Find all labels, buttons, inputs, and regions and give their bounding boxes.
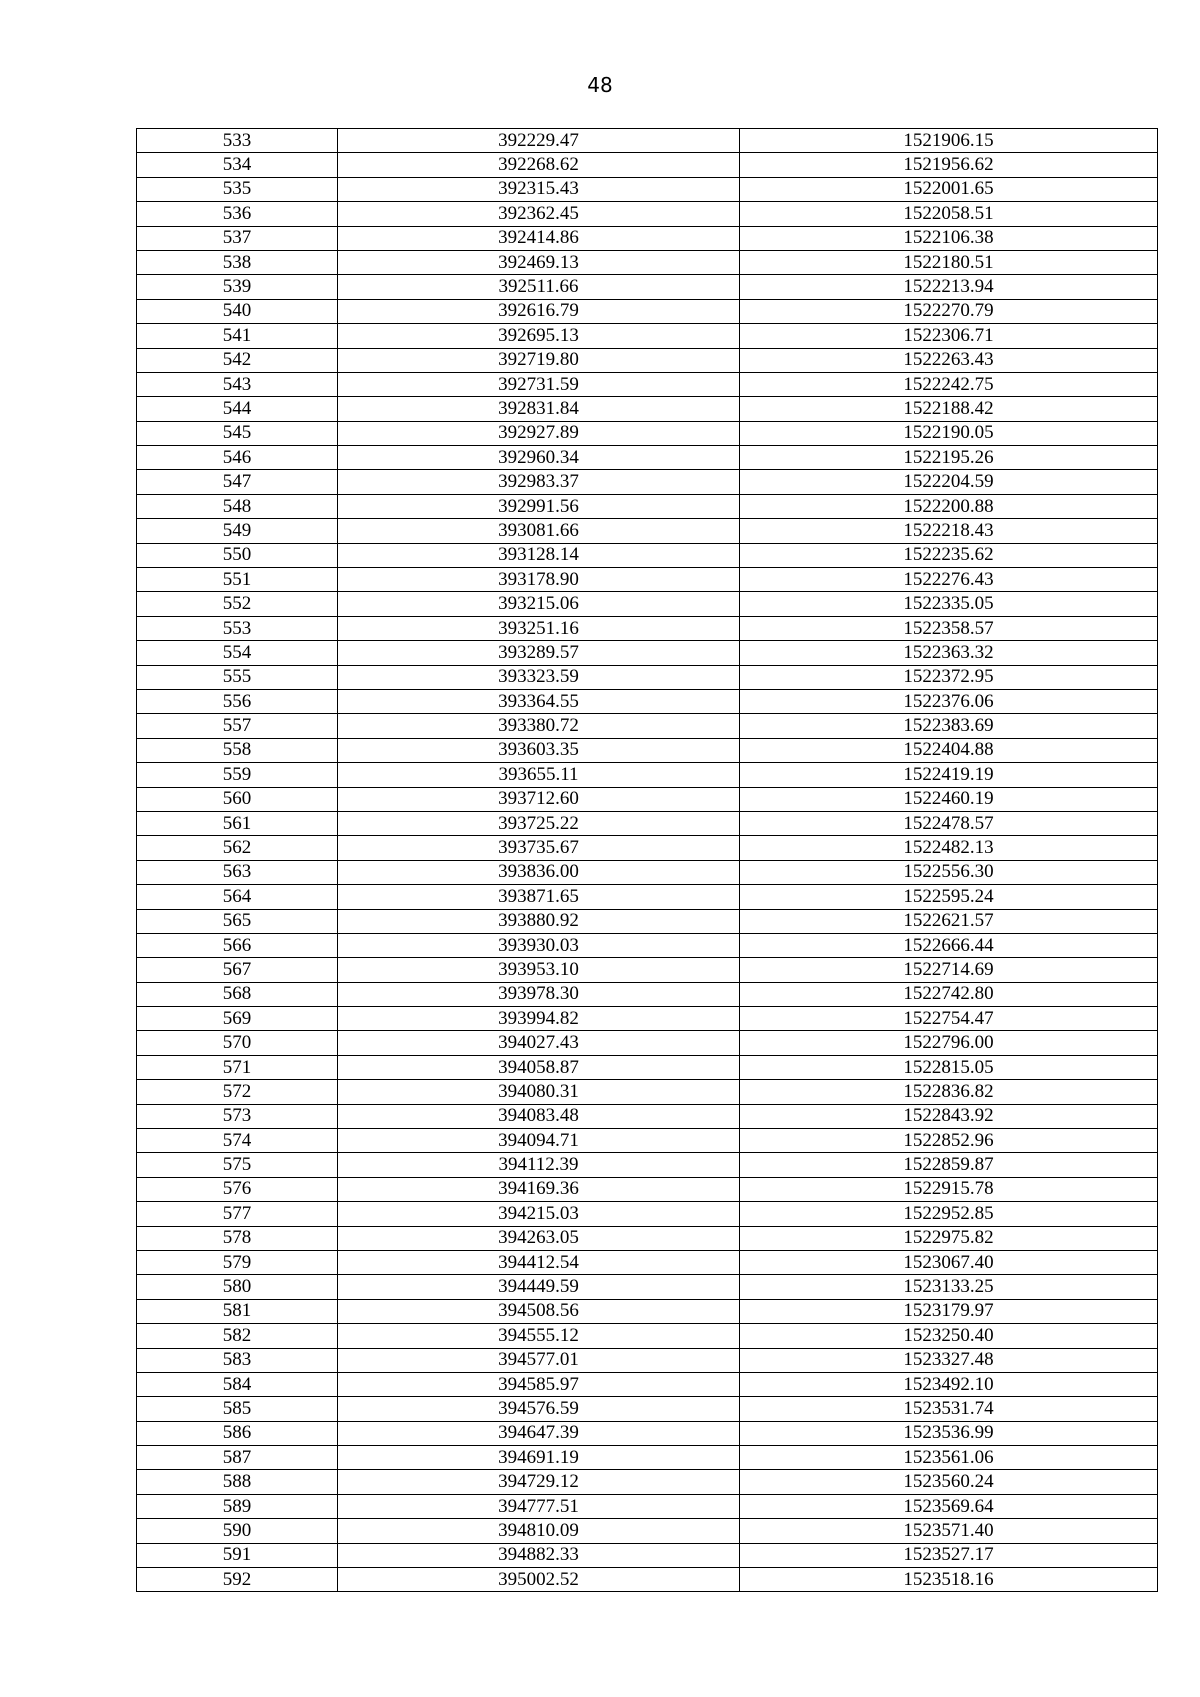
- table-row: [137, 324, 1158, 348]
- x-coordinate-cell: 394027.43: [338, 1031, 740, 1055]
- point-number-cell: 542: [137, 348, 338, 372]
- x-coordinate-cell: 394576.59: [338, 1397, 740, 1421]
- x-coordinate-cell: 393978.30: [338, 982, 740, 1006]
- point-number-cell: 533: [137, 129, 338, 153]
- y-coordinate-cell: 1523179.97: [740, 1299, 1158, 1323]
- x-coordinate-cell: 392831.84: [338, 397, 740, 421]
- x-coordinate-cell: 392315.43: [338, 177, 740, 201]
- y-coordinate-cell: 1523560.24: [740, 1470, 1158, 1494]
- point-number-cell: 535: [137, 177, 338, 201]
- table-row: [137, 787, 1158, 811]
- point-number-cell: 536: [137, 202, 338, 226]
- y-coordinate-cell: 1522335.05: [740, 592, 1158, 616]
- x-coordinate-cell: 394585.97: [338, 1372, 740, 1396]
- point-number-cell: 548: [137, 494, 338, 518]
- point-number-cell: 569: [137, 1007, 338, 1031]
- y-coordinate-cell: 1523492.10: [740, 1372, 1158, 1396]
- y-coordinate-cell: 1523327.48: [740, 1348, 1158, 1372]
- table-row: [137, 592, 1158, 616]
- y-coordinate-cell: 1522754.47: [740, 1007, 1158, 1031]
- x-coordinate-cell: 392719.80: [338, 348, 740, 372]
- y-coordinate-cell: 1522376.06: [740, 689, 1158, 713]
- point-number-cell: 547: [137, 470, 338, 494]
- y-coordinate-cell: 1522975.82: [740, 1226, 1158, 1250]
- y-coordinate-cell: 1522195.26: [740, 446, 1158, 470]
- point-number-cell: 561: [137, 811, 338, 835]
- y-coordinate-cell: 1522404.88: [740, 738, 1158, 762]
- y-coordinate-cell: 1523133.25: [740, 1275, 1158, 1299]
- x-coordinate-cell: 392927.89: [338, 421, 740, 445]
- x-coordinate-cell: 393930.03: [338, 933, 740, 957]
- table-row: [137, 177, 1158, 201]
- y-coordinate-cell: 1522915.78: [740, 1177, 1158, 1201]
- y-coordinate-cell: 1522796.00: [740, 1031, 1158, 1055]
- point-number-cell: 559: [137, 763, 338, 787]
- y-coordinate-cell: 1522213.94: [740, 275, 1158, 299]
- point-number-cell: 546: [137, 446, 338, 470]
- y-coordinate-cell: 1523569.64: [740, 1494, 1158, 1518]
- point-number-cell: 554: [137, 641, 338, 665]
- point-number-cell: 553: [137, 616, 338, 640]
- point-number-cell: 539: [137, 275, 338, 299]
- table-row: [137, 836, 1158, 860]
- table-row: [137, 1007, 1158, 1031]
- table-row: [137, 299, 1158, 323]
- table-row: [137, 1055, 1158, 1079]
- x-coordinate-cell: 392362.45: [338, 202, 740, 226]
- x-coordinate-cell: 392268.62: [338, 153, 740, 177]
- point-number-cell: 573: [137, 1104, 338, 1128]
- point-number-cell: 576: [137, 1177, 338, 1201]
- table-row: [137, 689, 1158, 713]
- y-coordinate-cell: 1522478.57: [740, 811, 1158, 835]
- table-row: [137, 1129, 1158, 1153]
- point-number-cell: 538: [137, 250, 338, 274]
- y-coordinate-cell: 1523536.99: [740, 1421, 1158, 1445]
- x-coordinate-cell: 394810.09: [338, 1519, 740, 1543]
- table-row: [137, 616, 1158, 640]
- table-row: [137, 1275, 1158, 1299]
- point-number-cell: 583: [137, 1348, 338, 1372]
- point-number-cell: 551: [137, 568, 338, 592]
- x-coordinate-cell: 394215.03: [338, 1202, 740, 1226]
- y-coordinate-cell: 1522276.43: [740, 568, 1158, 592]
- x-coordinate-cell: 394729.12: [338, 1470, 740, 1494]
- table-row: [137, 1177, 1158, 1201]
- y-coordinate-cell: 1522306.71: [740, 324, 1158, 348]
- x-coordinate-cell: 393871.65: [338, 885, 740, 909]
- table-row: [137, 568, 1158, 592]
- y-coordinate-cell: 1522852.96: [740, 1129, 1158, 1153]
- x-coordinate-cell: 394777.51: [338, 1494, 740, 1518]
- point-number-cell: 543: [137, 372, 338, 396]
- x-coordinate-cell: 393994.82: [338, 1007, 740, 1031]
- point-number-cell: 568: [137, 982, 338, 1006]
- x-coordinate-cell: 394080.31: [338, 1080, 740, 1104]
- y-coordinate-cell: 1523067.40: [740, 1250, 1158, 1274]
- table-row: [137, 519, 1158, 543]
- y-coordinate-cell: 1522621.57: [740, 909, 1158, 933]
- x-coordinate-cell: 392469.13: [338, 250, 740, 274]
- point-number-cell: 544: [137, 397, 338, 421]
- x-coordinate-cell: 393128.14: [338, 543, 740, 567]
- x-coordinate-cell: 394691.19: [338, 1446, 740, 1470]
- table-row: [137, 982, 1158, 1006]
- x-coordinate-cell: 393655.11: [338, 763, 740, 787]
- point-number-cell: 565: [137, 909, 338, 933]
- x-coordinate-cell: 394169.36: [338, 1177, 740, 1201]
- point-number-cell: 563: [137, 860, 338, 884]
- point-number-cell: 566: [137, 933, 338, 957]
- y-coordinate-cell: 1521906.15: [740, 129, 1158, 153]
- point-number-cell: 588: [137, 1470, 338, 1494]
- x-coordinate-cell: 392731.59: [338, 372, 740, 396]
- x-coordinate-cell: 393603.35: [338, 738, 740, 762]
- point-number-cell: 562: [137, 836, 338, 860]
- y-coordinate-cell: 1522714.69: [740, 958, 1158, 982]
- table-row: [137, 1104, 1158, 1128]
- table-row: [137, 933, 1158, 957]
- table-row: [137, 958, 1158, 982]
- y-coordinate-cell: 1522270.79: [740, 299, 1158, 323]
- x-coordinate-cell: 394263.05: [338, 1226, 740, 1250]
- x-coordinate-cell: 393880.92: [338, 909, 740, 933]
- x-coordinate-cell: 393712.60: [338, 787, 740, 811]
- table-row: [137, 909, 1158, 933]
- table-row: [137, 494, 1158, 518]
- table-row: [137, 1519, 1158, 1543]
- point-number-cell: 584: [137, 1372, 338, 1396]
- x-coordinate-cell: 393836.00: [338, 860, 740, 884]
- point-number-cell: 571: [137, 1055, 338, 1079]
- x-coordinate-cell: 393725.22: [338, 811, 740, 835]
- table-row: [137, 250, 1158, 274]
- point-number-cell: 579: [137, 1250, 338, 1274]
- x-coordinate-cell: 395002.52: [338, 1568, 740, 1592]
- point-number-cell: 534: [137, 153, 338, 177]
- table-row: [137, 1348, 1158, 1372]
- table-row: [137, 348, 1158, 372]
- y-coordinate-cell: 1522180.51: [740, 250, 1158, 274]
- table-row: [137, 470, 1158, 494]
- x-coordinate-cell: 394508.56: [338, 1299, 740, 1323]
- x-coordinate-cell: 392616.79: [338, 299, 740, 323]
- point-number-cell: 575: [137, 1153, 338, 1177]
- y-coordinate-cell: 1522742.80: [740, 982, 1158, 1006]
- table-row: [137, 397, 1158, 421]
- point-number-cell: 556: [137, 689, 338, 713]
- x-coordinate-cell: 392960.34: [338, 446, 740, 470]
- table-row: [137, 421, 1158, 445]
- table-row: [137, 446, 1158, 470]
- table-row: [137, 1494, 1158, 1518]
- y-coordinate-cell: 1522363.32: [740, 641, 1158, 665]
- y-coordinate-cell: 1522843.92: [740, 1104, 1158, 1128]
- y-coordinate-cell: 1522460.19: [740, 787, 1158, 811]
- point-number-cell: 567: [137, 958, 338, 982]
- x-coordinate-cell: 393953.10: [338, 958, 740, 982]
- x-coordinate-cell: 394577.01: [338, 1348, 740, 1372]
- x-coordinate-cell: 393178.90: [338, 568, 740, 592]
- x-coordinate-cell: 393215.06: [338, 592, 740, 616]
- y-coordinate-cell: 1522859.87: [740, 1153, 1158, 1177]
- table-row: [137, 1299, 1158, 1323]
- y-coordinate-cell: 1522106.38: [740, 226, 1158, 250]
- x-coordinate-cell: 393289.57: [338, 641, 740, 665]
- table-row: [137, 1470, 1158, 1494]
- y-coordinate-cell: 1522200.88: [740, 494, 1158, 518]
- point-number-cell: 545: [137, 421, 338, 445]
- y-coordinate-cell: 1522666.44: [740, 933, 1158, 957]
- point-number-cell: 592: [137, 1568, 338, 1592]
- point-number-cell: 581: [137, 1299, 338, 1323]
- x-coordinate-cell: 394094.71: [338, 1129, 740, 1153]
- y-coordinate-cell: 1522204.59: [740, 470, 1158, 494]
- point-number-cell: 574: [137, 1129, 338, 1153]
- point-number-cell: 591: [137, 1543, 338, 1567]
- x-coordinate-cell: 394555.12: [338, 1324, 740, 1348]
- table-row: [137, 1226, 1158, 1250]
- table-row: [137, 1421, 1158, 1445]
- table-row: [137, 202, 1158, 226]
- y-coordinate-cell: 1522482.13: [740, 836, 1158, 860]
- point-number-cell: 555: [137, 665, 338, 689]
- table-row: [137, 153, 1158, 177]
- point-number-cell: 577: [137, 1202, 338, 1226]
- point-number-cell: 587: [137, 1446, 338, 1470]
- y-coordinate-cell: 1523561.06: [740, 1446, 1158, 1470]
- y-coordinate-cell: 1522358.57: [740, 616, 1158, 640]
- table-row: [137, 738, 1158, 762]
- point-number-cell: 552: [137, 592, 338, 616]
- x-coordinate-cell: 394882.33: [338, 1543, 740, 1567]
- y-coordinate-cell: 1522190.05: [740, 421, 1158, 445]
- table-row: [137, 1202, 1158, 1226]
- point-number-cell: 585: [137, 1397, 338, 1421]
- point-number-cell: 580: [137, 1275, 338, 1299]
- x-coordinate-cell: 393323.59: [338, 665, 740, 689]
- x-coordinate-cell: 392229.47: [338, 129, 740, 153]
- table-row: [137, 763, 1158, 787]
- y-coordinate-cell: 1522188.42: [740, 397, 1158, 421]
- table-row: [137, 1568, 1158, 1592]
- table-row: [137, 129, 1158, 153]
- x-coordinate-cell: 393364.55: [338, 689, 740, 713]
- x-coordinate-cell: 392414.86: [338, 226, 740, 250]
- y-coordinate-cell: 1522836.82: [740, 1080, 1158, 1104]
- y-coordinate-cell: 1522263.43: [740, 348, 1158, 372]
- y-coordinate-cell: 1523250.40: [740, 1324, 1158, 1348]
- x-coordinate-cell: 392511.66: [338, 275, 740, 299]
- y-coordinate-cell: 1522001.65: [740, 177, 1158, 201]
- table-row: [137, 1446, 1158, 1470]
- table-row: [137, 1372, 1158, 1396]
- y-coordinate-cell: 1523527.17: [740, 1543, 1158, 1567]
- table-row: [137, 1153, 1158, 1177]
- x-coordinate-cell: 393735.67: [338, 836, 740, 860]
- table-row: [137, 1324, 1158, 1348]
- y-coordinate-cell: 1523518.16: [740, 1568, 1158, 1592]
- point-number-cell: 550: [137, 543, 338, 567]
- y-coordinate-cell: 1522815.05: [740, 1055, 1158, 1079]
- x-coordinate-cell: 394449.59: [338, 1275, 740, 1299]
- point-number-cell: 558: [137, 738, 338, 762]
- x-coordinate-cell: 392991.56: [338, 494, 740, 518]
- x-coordinate-cell: 394058.87: [338, 1055, 740, 1079]
- x-coordinate-cell: 394083.48: [338, 1104, 740, 1128]
- point-number-cell: 589: [137, 1494, 338, 1518]
- table-row: [137, 885, 1158, 909]
- table-row: [137, 665, 1158, 689]
- x-coordinate-cell: 393081.66: [338, 519, 740, 543]
- y-coordinate-cell: 1522556.30: [740, 860, 1158, 884]
- table-row: [137, 1080, 1158, 1104]
- point-number-cell: 586: [137, 1421, 338, 1445]
- table-row: [137, 275, 1158, 299]
- y-coordinate-cell: 1521956.62: [740, 153, 1158, 177]
- y-coordinate-cell: 1523571.40: [740, 1519, 1158, 1543]
- y-coordinate-cell: 1522952.85: [740, 1202, 1158, 1226]
- table-row: [137, 1031, 1158, 1055]
- point-number-cell: 541: [137, 324, 338, 348]
- x-coordinate-cell: 392983.37: [338, 470, 740, 494]
- point-number-cell: 564: [137, 885, 338, 909]
- point-number-cell: 590: [137, 1519, 338, 1543]
- table-row: [137, 811, 1158, 835]
- point-number-cell: 549: [137, 519, 338, 543]
- y-coordinate-cell: 1522218.43: [740, 519, 1158, 543]
- x-coordinate-cell: 392695.13: [338, 324, 740, 348]
- y-coordinate-cell: 1522372.95: [740, 665, 1158, 689]
- x-coordinate-cell: 394112.39: [338, 1153, 740, 1177]
- y-coordinate-cell: 1523531.74: [740, 1397, 1158, 1421]
- table-row: [137, 1397, 1158, 1421]
- table-row: [137, 372, 1158, 396]
- point-number-cell: 540: [137, 299, 338, 323]
- table-body: [137, 129, 1158, 1592]
- point-number-cell: 557: [137, 714, 338, 738]
- y-coordinate-cell: 1522058.51: [740, 202, 1158, 226]
- page-number: 48: [587, 73, 613, 97]
- y-coordinate-cell: 1522235.62: [740, 543, 1158, 567]
- coordinates-table: [136, 128, 1158, 1592]
- table-row: [137, 860, 1158, 884]
- point-number-cell: 537: [137, 226, 338, 250]
- y-coordinate-cell: 1522595.24: [740, 885, 1158, 909]
- x-coordinate-cell: 394647.39: [338, 1421, 740, 1445]
- table-row: [137, 226, 1158, 250]
- x-coordinate-cell: 393380.72: [338, 714, 740, 738]
- point-number-cell: 560: [137, 787, 338, 811]
- x-coordinate-cell: 393251.16: [338, 616, 740, 640]
- table-row: [137, 1543, 1158, 1567]
- point-number-cell: 582: [137, 1324, 338, 1348]
- point-number-cell: 570: [137, 1031, 338, 1055]
- table-row: [137, 543, 1158, 567]
- y-coordinate-cell: 1522383.69: [740, 714, 1158, 738]
- y-coordinate-cell: 1522242.75: [740, 372, 1158, 396]
- table-row: [137, 641, 1158, 665]
- table-row: [137, 714, 1158, 738]
- y-coordinate-cell: 1522419.19: [740, 763, 1158, 787]
- point-number-cell: 578: [137, 1226, 338, 1250]
- point-number-cell: 572: [137, 1080, 338, 1104]
- x-coordinate-cell: 394412.54: [338, 1250, 740, 1274]
- table-row: [137, 1250, 1158, 1274]
